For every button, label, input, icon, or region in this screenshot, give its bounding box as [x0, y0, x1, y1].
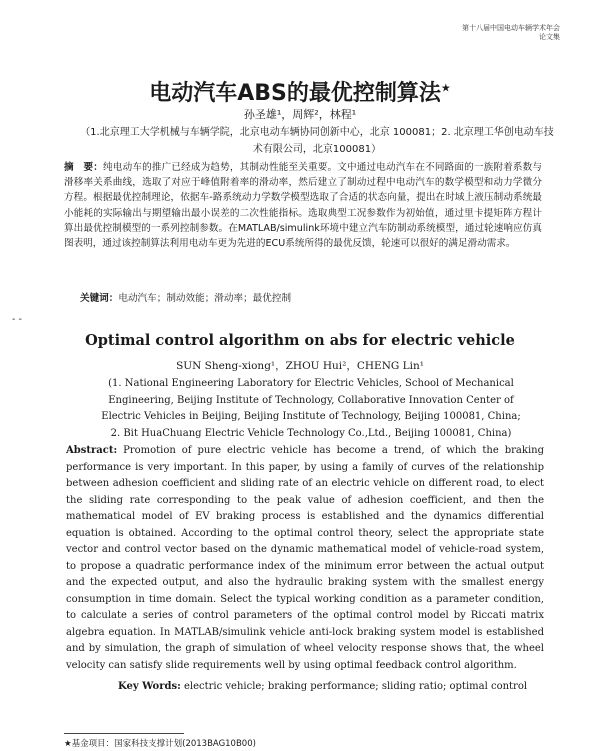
- english-keywords-text: electric vehicle; braking performance; sliding ratio; optimal control: [180, 681, 528, 692]
- chinese-title-text: 电动汽车ABS的最优控制算法: [149, 81, 441, 106]
- english-abstract: [66, 443, 544, 674]
- chinese-title: [0, 76, 600, 107]
- chinese-affiliation: （1.北京理工大学机械与车辆学院，北京电动车辆协同创新中心，北京 100081；2. 北京理工华创电动车技术有限公司，北京100081）: [80, 127, 554, 155]
- running-header: [462, 24, 560, 42]
- chinese-abstract: [64, 160, 542, 251]
- margin-mark: - -: [12, 314, 22, 325]
- funding-footnote: ★基金项目：国家科技支撑计划(2013BAG10B00): [64, 739, 256, 749]
- header-line-1: 第十八届中国电动车辆学术年会: [462, 24, 560, 32]
- chinese-keywords-label: 关键词：: [80, 293, 119, 304]
- chinese-abstract-text: 纯电动车的推广已经成为趋势，其制动性能至关重要。文中通过电动汽车在不同路面的一族附着系数与滑移率关系曲线，选取了对应于峰值附着率的滑动率，然后建立了制动过程中电动汽车的数学模型和动力学微分方程。根据最优控制理论，依据车-路系统动力学数学模型选取了合适的状态向量，提出在时域上液压制动系统最小能耗的实际输出与期望输出最小误差的二次性能指标。选取典型工况参数作为初始值，通过里卡提矩阵方程计算出最优控制模型的一系列控制参数。在MATLAB/simulink环境中建立汽车防制动系统模型，通过轮速响应仿真图表明，通过该控制算法利用电动车更为先进的ECU系统所得的最优反馈，轮速可以很好的满足滑动需求。: [64, 162, 543, 250]
- english-affiliation: (1. National Engineering Laboratory for Electric Vehicles, School of Mechanical Engineering, Beijing Institute of Technology, Collaborative Innovation Center of Electric Vehicles in Beijing, Beijing Institute of Technology, Beijing 100081, China; 2. Bit HuaChuang Electric Vehicle Technology Co.,Ltd., Beijing 100081, China): [101, 378, 521, 439]
- chinese-abstract-label: 摘 要：: [64, 162, 104, 173]
- english-title: Optimal control algorithm on abs for electric vehicle: [85, 332, 515, 349]
- english-authors: SUN Sheng-xiong¹，ZHOU Hui²，CHENG Lin¹: [176, 360, 424, 372]
- title-star-mark: ★: [440, 81, 451, 95]
- english-abstract-text: Promotion of pure electric vehicle has become a trend, of which the braking performance is very important. In this paper, by using a family of curves of the relationship between adhesion coefficient and sliding rate of an electric vehicle on different road, to elect the sliding rate corresponding to the peak value of adhesion coefficient, and then the mathematical model of EV braking process is established and the dynamics differential equation is obtained. According to the optimal control theory, select the appropriate state vector and control vector based on the dynamic mathematical model of vehicle-road system, to propose a quadratic performance index of the minimum error between the actual output and the expected output, and also the hydraulic braking system with the smallest energy consumption in time domain. Select the typical working condition as a parameter condition, to calculate a series of control parameters of the optimal control model by Riccati matrix algebra equation. In MATLAB/simulink vehicle anti-lock braking system model is established and by simulation, the graph of simulation of wheel velocity response shows that, the wheel velocity can satisfy slide requirements well by using optimal feedback control algorithm.: [66, 445, 544, 671]
- english-keywords: [118, 681, 538, 692]
- english-abstract-label: Abstract:: [66, 445, 118, 456]
- chinese-keywords-text: 电动汽车；制动效能；滑动率；最优控制: [118, 293, 292, 304]
- english-keywords-label: Key Words:: [118, 681, 181, 692]
- footnote-rule: [64, 733, 184, 734]
- chinese-keywords: [80, 290, 540, 304]
- chinese-authors: 孙圣雄¹，周辉²，林程¹: [243, 108, 357, 121]
- header-line-2: 论文集: [539, 33, 560, 41]
